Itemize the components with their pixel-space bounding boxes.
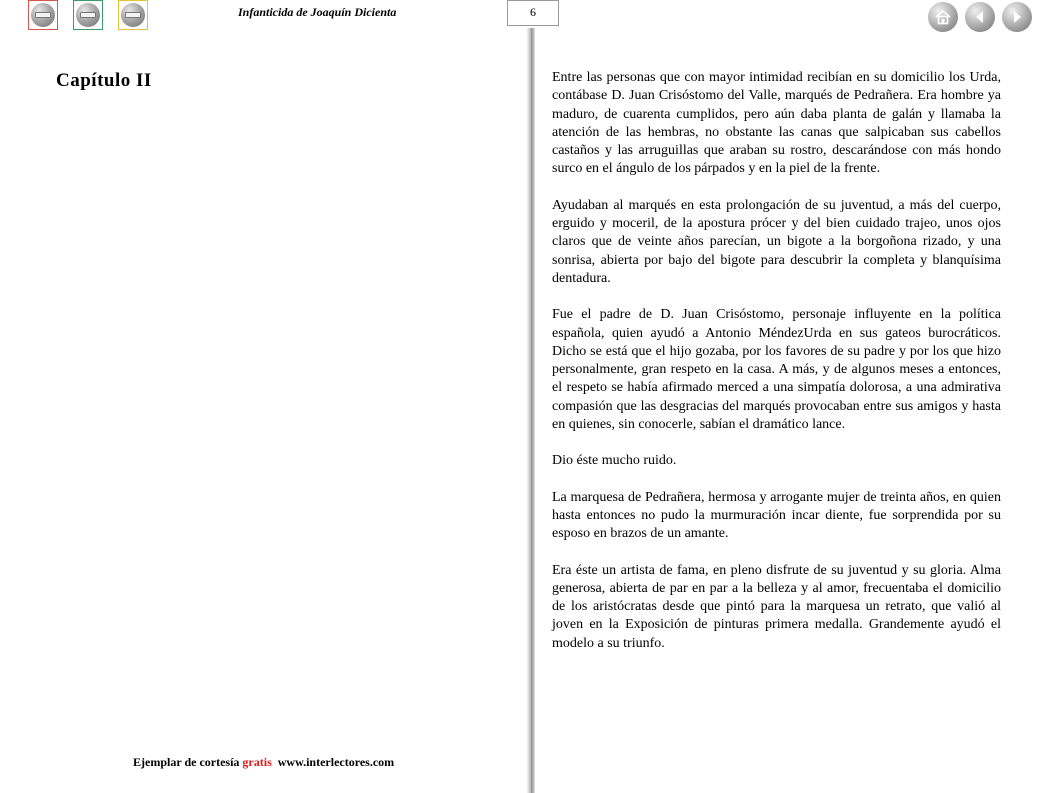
paragraph: Entre las personas que con mayor intimidad recibían en su domicilio los Urda, contábase D. Juan Crisóstomo del Valle, marqués de Pedrañera. Era hombre ya maduro, de cuarenta cumplidos, pero aún daba planta de galán y llamaba la atención de las hembras, no obstante las canas que salpicaban sus cabellos castaños y las arruguillas que araban su rostro, descarándose con más hondo surco en el ángulo de los párpados y en la piel de la frente. — [552, 70, 1001, 177]
page-text — [552, 69, 1001, 671]
footer-credit — [133, 755, 394, 770]
footer-website-link[interactable]: www.interlectores.com — [277, 755, 395, 769]
book-title: Infanticida de Joaquín Dicienta — [238, 5, 397, 19]
paragraph: Dio éste mucho ruido. — [552, 453, 677, 469]
paragraph: La marquesa de Pedrañera, hermosa y arrogante mujer de treinta años, en quien hasta entonces no pudo la murmuración incar diente, fue sorprendida por su esposo en brazos de un amante. — [552, 489, 1001, 542]
footer-gratis: gratis — [242, 755, 272, 769]
minus-icon — [31, 3, 55, 27]
minimize-button-yellow[interactable] — [118, 0, 148, 30]
minus-icon — [76, 3, 100, 27]
previous-page-button[interactable] — [965, 2, 995, 32]
home-button[interactable] — [928, 2, 958, 32]
page-number: 6 — [507, 0, 559, 26]
paragraph: Fue el padre de D. Juan Crisóstomo, personaje influyente en la política española, quien ayudó a Antonio MéndezUrda en sus gateos burocráticos. Dicho se está que el hijo gozaba, por los favores de su padre y por los que hizo personalmente, gran respeto en la casa. A más, y de algunos meses a entonces, el respeto se había afirmado merced a una simpatía dolorosa, a una admirativa compasión que las desgracias del marqués provocaban entre sus amigos y hasta en quienes, sin conocerle, sabían el dramático lance. — [552, 307, 1001, 433]
minimize-button-red[interactable] — [28, 0, 58, 30]
book-spine — [527, 28, 535, 793]
paragraph: Ayudaban al marqués en esta prolongación de su juventud, a más del cuerpo, erguido y moceril, de la apostura prócer y del bien cuidado trajeo, unos ojos claros que de veinte años parecían, un bigote a la borgoñona rizado, y una sonrisa, abierta por bajo del bigote para descubrir la completa y blanquísima dentadura. — [552, 197, 1001, 286]
footer-prefix: Ejemplar de cortesía — [133, 755, 243, 769]
chapter-title: Capítulo II — [56, 70, 152, 91]
minus-icon — [121, 3, 145, 27]
minimize-button-green[interactable] — [73, 0, 103, 30]
arrow-left-icon — [971, 8, 989, 26]
paragraph: Era éste un artista de fama, en pleno disfrute de su juventud y su gloria. Alma generosa, abierta de par en par a la belleza y al amor, frecuentaba el domicilio de los aristócratas desde que pintó para la marquesa un retrato, que valió al joven en la Exposición de pinturas primera medalla. Grandemente ayudó el modelo a su triunfo. — [552, 562, 1001, 651]
next-page-button[interactable] — [1002, 2, 1032, 32]
arrow-right-icon — [1008, 8, 1026, 26]
home-icon — [934, 8, 952, 26]
